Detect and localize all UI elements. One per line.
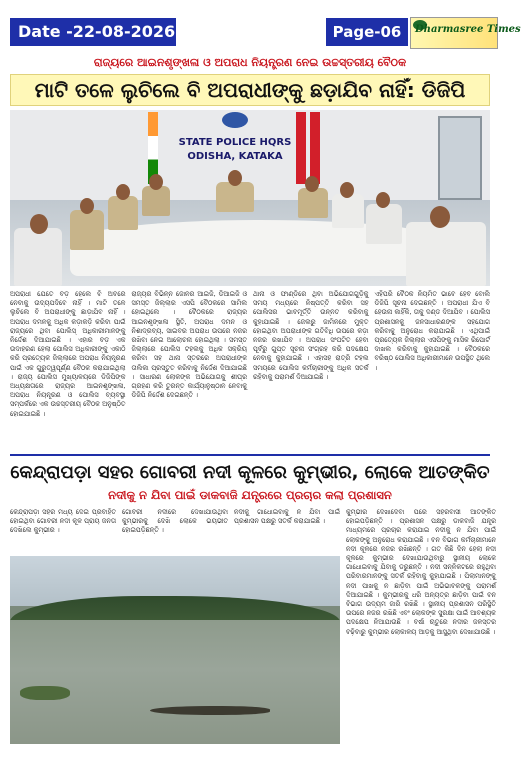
- column-text: ଥାନା ଓ ଫାଣ୍ଡିରେ ଥିବା ଅଭିଯୋଗଗୁଡ଼ିକୁ ସମୟ ମଧ୍ୟରେ ନିଷ୍ପତ୍ତି କରିବା ସହ ପୋଲିସର ଭାବମୂର୍ତ୍ତି ଉନ୍ନତ କରିବାକୁ କୁହାଯାଇଛି । ଜେଲରୁ ଜାମିନରେ ମୁକ୍ତ ହୋଇଥିବା ଅପରାଧୀଙ୍କ ଗତିବିଧି ଉପରେ କଡ଼ା ନଜର ରଖାଯିବ । ଅପରାଧ ସଂଘଟିତ ହେବା ପୂର୍ବରୁ ଗୁପ୍ତ ସୂଚନା ସଂଗ୍ରହ କରି ପଦକ୍ଷେପ ନେବାକୁ କୁହାଯାଇଛି । ଏହାସହ ରାତ୍ରି ଟହଲ ସମୟରେ ପୋଲିସ କର୍ମଚାରୀଙ୍କୁ ଅଧିକ ସତର୍କ ରହିବାକୁ ପରାମର୍ଶ ଦିଆଯାଇଛି ।: [253, 290, 369, 381]
- person-head: [228, 170, 242, 186]
- person-head: [149, 174, 163, 190]
- story2-right-column: [346, 508, 496, 744]
- person: [406, 222, 486, 286]
- date-label: Date -22-08-2026: [10, 18, 176, 46]
- person-head: [305, 176, 319, 192]
- person-head: [80, 198, 94, 214]
- column-text: କେନ୍ଦ୍ରାପଡ଼ା ସହର ମଧ୍ୟ ଦେଇ ପ୍ରବାହିତ ହୋଇଥିବା ଗୋବରୀ ନଦୀ କୂଳ ପ୍ରାୟ ଜନତା ଦେଖିଲେ କୁମ୍ଭୀର ।: [10, 508, 116, 535]
- story1-column: [10, 290, 126, 454]
- photo-banner-text: STATE POLICE HQRS ODISHA, KATAKA: [178, 137, 292, 162]
- photo-river: [10, 620, 340, 744]
- column-text: ରାଜ୍ୟର ବିଭିନ୍ନ ଜୋନର ଆଇଜି, ଡିଆଇଜି ଓ ସମସ୍ତ ଜିଲ୍ଲାର ଏସପି ବୈଠକରେ ସାମିଲ ହୋଇଥିଲେ । ବୈଠକରେ ରାଜ୍ୟର ଆଇନଶୃଙ୍ଖଳା ସ୍ଥିତି, ଅପରାଧ ଦମନ ଓ ନିଶାଦ୍ରବ୍ୟ, ସାଇବର ଅପରାଧ ଉପରେ ନଜର ରଖିବା ନେଇ ଆଲୋଚନା ହୋଇଥିଲା । ସମସ୍ତ ଜିଲ୍ଲାରେ ପୋଲିସ ଟହଲକୁ ଅଧିକ ସକ୍ରିୟ କରିବା ସହ ଥାନା ସ୍ତରରେ ଅପରାଧୀଙ୍କ ତାଲିକା ପ୍ରସ୍ତୁତ କରିବାକୁ ନିର୍ଦ୍ଦେଶ ଦିଆଯାଇଛି । ସାଧାରଣ ଲୋକଙ୍କ ଅଭିଯୋଗକୁ ଶୀଘ୍ର ଗ୍ରହଣ କରି ତୁରନ୍ତ କାର୍ଯ୍ୟାନୁଷ୍ଠାନ ନେବାକୁ ଡିଜିପି ନିର୍ଦ୍ଦେଶ ଦେଇଛନ୍ତି ।: [131, 290, 247, 400]
- story1-column: [253, 290, 369, 454]
- column-text: ଗୋବରୀ ନଦୀରେ ଦେଖାଯାଉଥିବା କୁମ୍ଭୀରକୁ ଦେଖି ଲୋକେ ଭୟଭୀତ ହୋଇପଡ଼ିଛନ୍ତି ।: [122, 508, 228, 535]
- person-head: [430, 206, 450, 228]
- person: [142, 186, 170, 216]
- crocodile-icon: [150, 706, 270, 715]
- person-head: [116, 184, 130, 200]
- person: [70, 210, 104, 250]
- person-head: [30, 214, 48, 234]
- person: [108, 196, 138, 230]
- story2-intro-column: [10, 508, 116, 552]
- story1-photo: [10, 110, 490, 286]
- red-flag: [310, 112, 320, 184]
- column-text: ନଦୀକୁ ଗାଧୋଇବାକୁ ନ ଯିବା ପାଇଁ ପ୍ରଶାସନ ପକ୍ଷରୁ ସତର୍କ କରାଯାଇଛି ।: [234, 508, 340, 526]
- newspaper-logo: [410, 17, 521, 49]
- story2-headline: କେନ୍ଦ୍ରାପଡ଼ା ସହର ଗୋବରୀ ନଦୀ କୂଳରେ କୁମ୍ଭୀର, ଲୋକେ ଆତଙ୍କିତ: [10, 462, 490, 483]
- person: [14, 228, 62, 286]
- person: [332, 194, 364, 228]
- story2-column: [346, 508, 496, 744]
- story2-intro-column: [234, 508, 340, 552]
- page-header: [4, 4, 521, 44]
- story1-headline: ମାଟି ତଳେ ଲୁଚିଲେ ବି ଅପରାଧୀଙ୍କୁ ଛଡ଼ାଯିବ ନାହିଁ: ଡିଜିପି: [10, 74, 490, 106]
- person-head: [340, 182, 354, 198]
- story1-column: [132, 290, 248, 454]
- photo-riverbank: [20, 686, 70, 700]
- person: [366, 204, 402, 244]
- person: [216, 182, 254, 212]
- story2-body: [10, 508, 496, 744]
- person-head: [376, 192, 390, 208]
- story2-intro-column: [122, 508, 228, 552]
- story1-kicker: ରାଜ୍ୟରେ ଆଇନଶୃଙ୍ଖଳା ଓ ଅପରାଧ ନିୟନ୍ତ୍ରଣ ନେଇ ଉଚ୍ଚସ୍ତରୀୟ ବୈଠକ: [93, 56, 407, 69]
- person: [298, 188, 328, 218]
- story2-intro: [10, 508, 340, 552]
- story1-column: [375, 290, 491, 454]
- page-number-label: Page-06: [326, 18, 408, 46]
- column-text: କୁମ୍ଭୀର ଦେଖାଦେବା ପରେ ସହରବାସୀ ଆତଙ୍କିତ ହୋଇପଡ଼ିଛନ୍ତି । ପ୍ରଶାସନ ପକ୍ଷରୁ ଡାକବାଜି ଯନ୍ତ୍ର ମାଧ୍ୟମରେ ପ୍ରଚାର କରାଯାଇ ନଦୀକୁ ନ ଯିବା ପାଇଁ ଲୋକଙ୍କୁ ଅନୁରୋଧ କରାଯାଇଛି । ବନ ବିଭାଗ କର୍ମଚାରୀମାନେ ନଦୀ କୂଳରେ ନଜର ରଖିଛନ୍ତି । ଗତ କିଛି ଦିନ ହେଲା ନଦୀ କୂଳରେ କୁମ୍ଭୀର ଦେଖାଯାଉଥିବାରୁ ସ୍ଥାନୀୟ ଲୋକେ ଗାଧୋଇବାକୁ ଯିବାକୁ ଡରୁଛନ୍ତି । ନଦୀ ସନ୍ନିକଟରେ ରହୁଥିବା ପରିବାରମାନଙ୍କୁ ସତର୍କ ରହିବାକୁ କୁହାଯାଇଛି । ପିଲାମାନଙ୍କୁ ନଦୀ ପାଖକୁ ନ ଛାଡ଼ିବା ପାଇଁ ଅଭିଭାବକଙ୍କୁ ପରାମର୍ଶ ଦିଆଯାଇଛି । କୁମ୍ଭୀରକୁ ଧରି ଅନ୍ୟତ୍ର ଛାଡ଼ିବା ପାଇଁ ବନ ବିଭାଗ ଉଦ୍ୟମ ଜାରି ରଖିଛି । ସ୍ଥାନୀୟ ପ୍ରଶାସନ ପରିସ୍ଥିତି ଉପରେ ନଜର ରଖିଛି ଏବଂ ଲୋକଙ୍କ ସୁରକ୍ଷା ପାଇଁ ଆବଶ୍ୟକ ପଦକ୍ଷେପ ନିଆଯାଉଛି । ବର୍ଷା ଋତୁରେ ନଦୀର ଜଳସ୍ତର ବଢ଼ିବାରୁ କୁମ୍ଭୀର ଲୋକାଳୟ ଆଡ଼କୁ ଆସୁଥିବା ଦେଖାଯାଉଛି ।: [346, 508, 496, 636]
- column-text: ଅପରାଧୀ ଯେତେ ବଡ଼ ହେଲେ ବି ଅବରେ ନେବାକୁ ଉଦ୍ୟପଦିବେ ନାହିଁ । ମାଟି ତଳେ ଲୁଚିଲେ ବି ଅପରାଧୀଙ୍କୁ ଛାଡ଼ାଯିବ ନାହିଁ । ଅପରାଧ ଦମନକୁ ଅଧିକ କଡ଼ାକଡ଼ି କରିବା ପାଇଁ ରାଜ୍ୟରେ ଥିବା ପୋଲିସ୍ ଅଧିକାରୀମାନଙ୍କୁ ନିର୍ଦ୍ଦେଶ ଦିଆଯାଇଛି । ଏହାର ବଡ଼ ଏକ ଉଦାହରଣ ହେଲା ପୋଲିସ ଅଧିକାରୀଙ୍କୁ ଏକାଠି କରି ପ୍ରତ୍ୟେକ ଜିଲ୍ଲାରେ ଅପରାଧ ନିୟନ୍ତ୍ରଣ ପାଇଁ ଏକ ଗୁରୁତ୍ୱପୂର୍ଣ୍ଣ ବୈଠକ କରାଯାଇଥିଲା । ରାଜ୍ୟ ପୋଲିସ ମୁଖ୍ୟାଳୟରେ ଡିଜିପିଙ୍କ ଅଧ୍ୟକ୍ଷତାରେ ରାଜ୍ୟର ଆଇନଶୃଙ୍ଖଳା, ଅପରାଧ ନିୟନ୍ତ୍ରଣ ଓ ପୋଲିସ ବ୍ୟବସ୍ଥା ସମ୍ପର୍କରେ ଏକ ଉଚ୍ଚସ୍ତରୀୟ ବୈଠକ ଅନୁଷ୍ଠିତ ହୋଇଯାଇଛି ।: [10, 290, 126, 418]
- column-text: ଏହିପରି ବୈଠକ ନିୟମିତ ଭାବେ ହେବ ବୋଲି ଡିଜିପି ସୂଚନା ଦେଇଛନ୍ତି । ଅପରାଧୀ ଯିଏ ବି ହେଉନା କାହିଁକି, ତାକୁ ଦଣ୍ଡ ଦିଆଯିବ । ପୋଲିସ ପ୍ରଶାସନକୁ ଜନସାଧାରଣଙ୍କ ସହଯୋଗ କରିବାକୁ ଅନୁରୋଧ କରାଯାଇଛି । ଏଥିପାଇଁ ପ୍ରତ୍ୟେକ ଜିଲ୍ଲାର ଏସପିଙ୍କୁ ମାସିକ ରିପୋର୍ଟ ଦାଖଲ କରିବାକୁ କୁହାଯାଇଛି । ବୈଠକରେ ବରିଷ୍ଠ ପୋଲିସ ଅଧିକାରୀମାନେ ଉପସ୍ଥିତ ଥିଲେ ।: [374, 290, 490, 372]
- logo-text: Dharmasree Times: [415, 24, 521, 35]
- story2-photo: [10, 556, 340, 744]
- story1-body: [10, 290, 490, 454]
- photo-window: [438, 116, 482, 200]
- story2-subhead: ନଦୀକୁ ନ ଯିବା ପାଇଁ ଡାକବାଜି ଯନ୍ତ୍ରରେ ପ୍ରଚାର କଲା ପ୍ରଶାସନ: [108, 488, 392, 502]
- section-divider: [10, 454, 490, 456]
